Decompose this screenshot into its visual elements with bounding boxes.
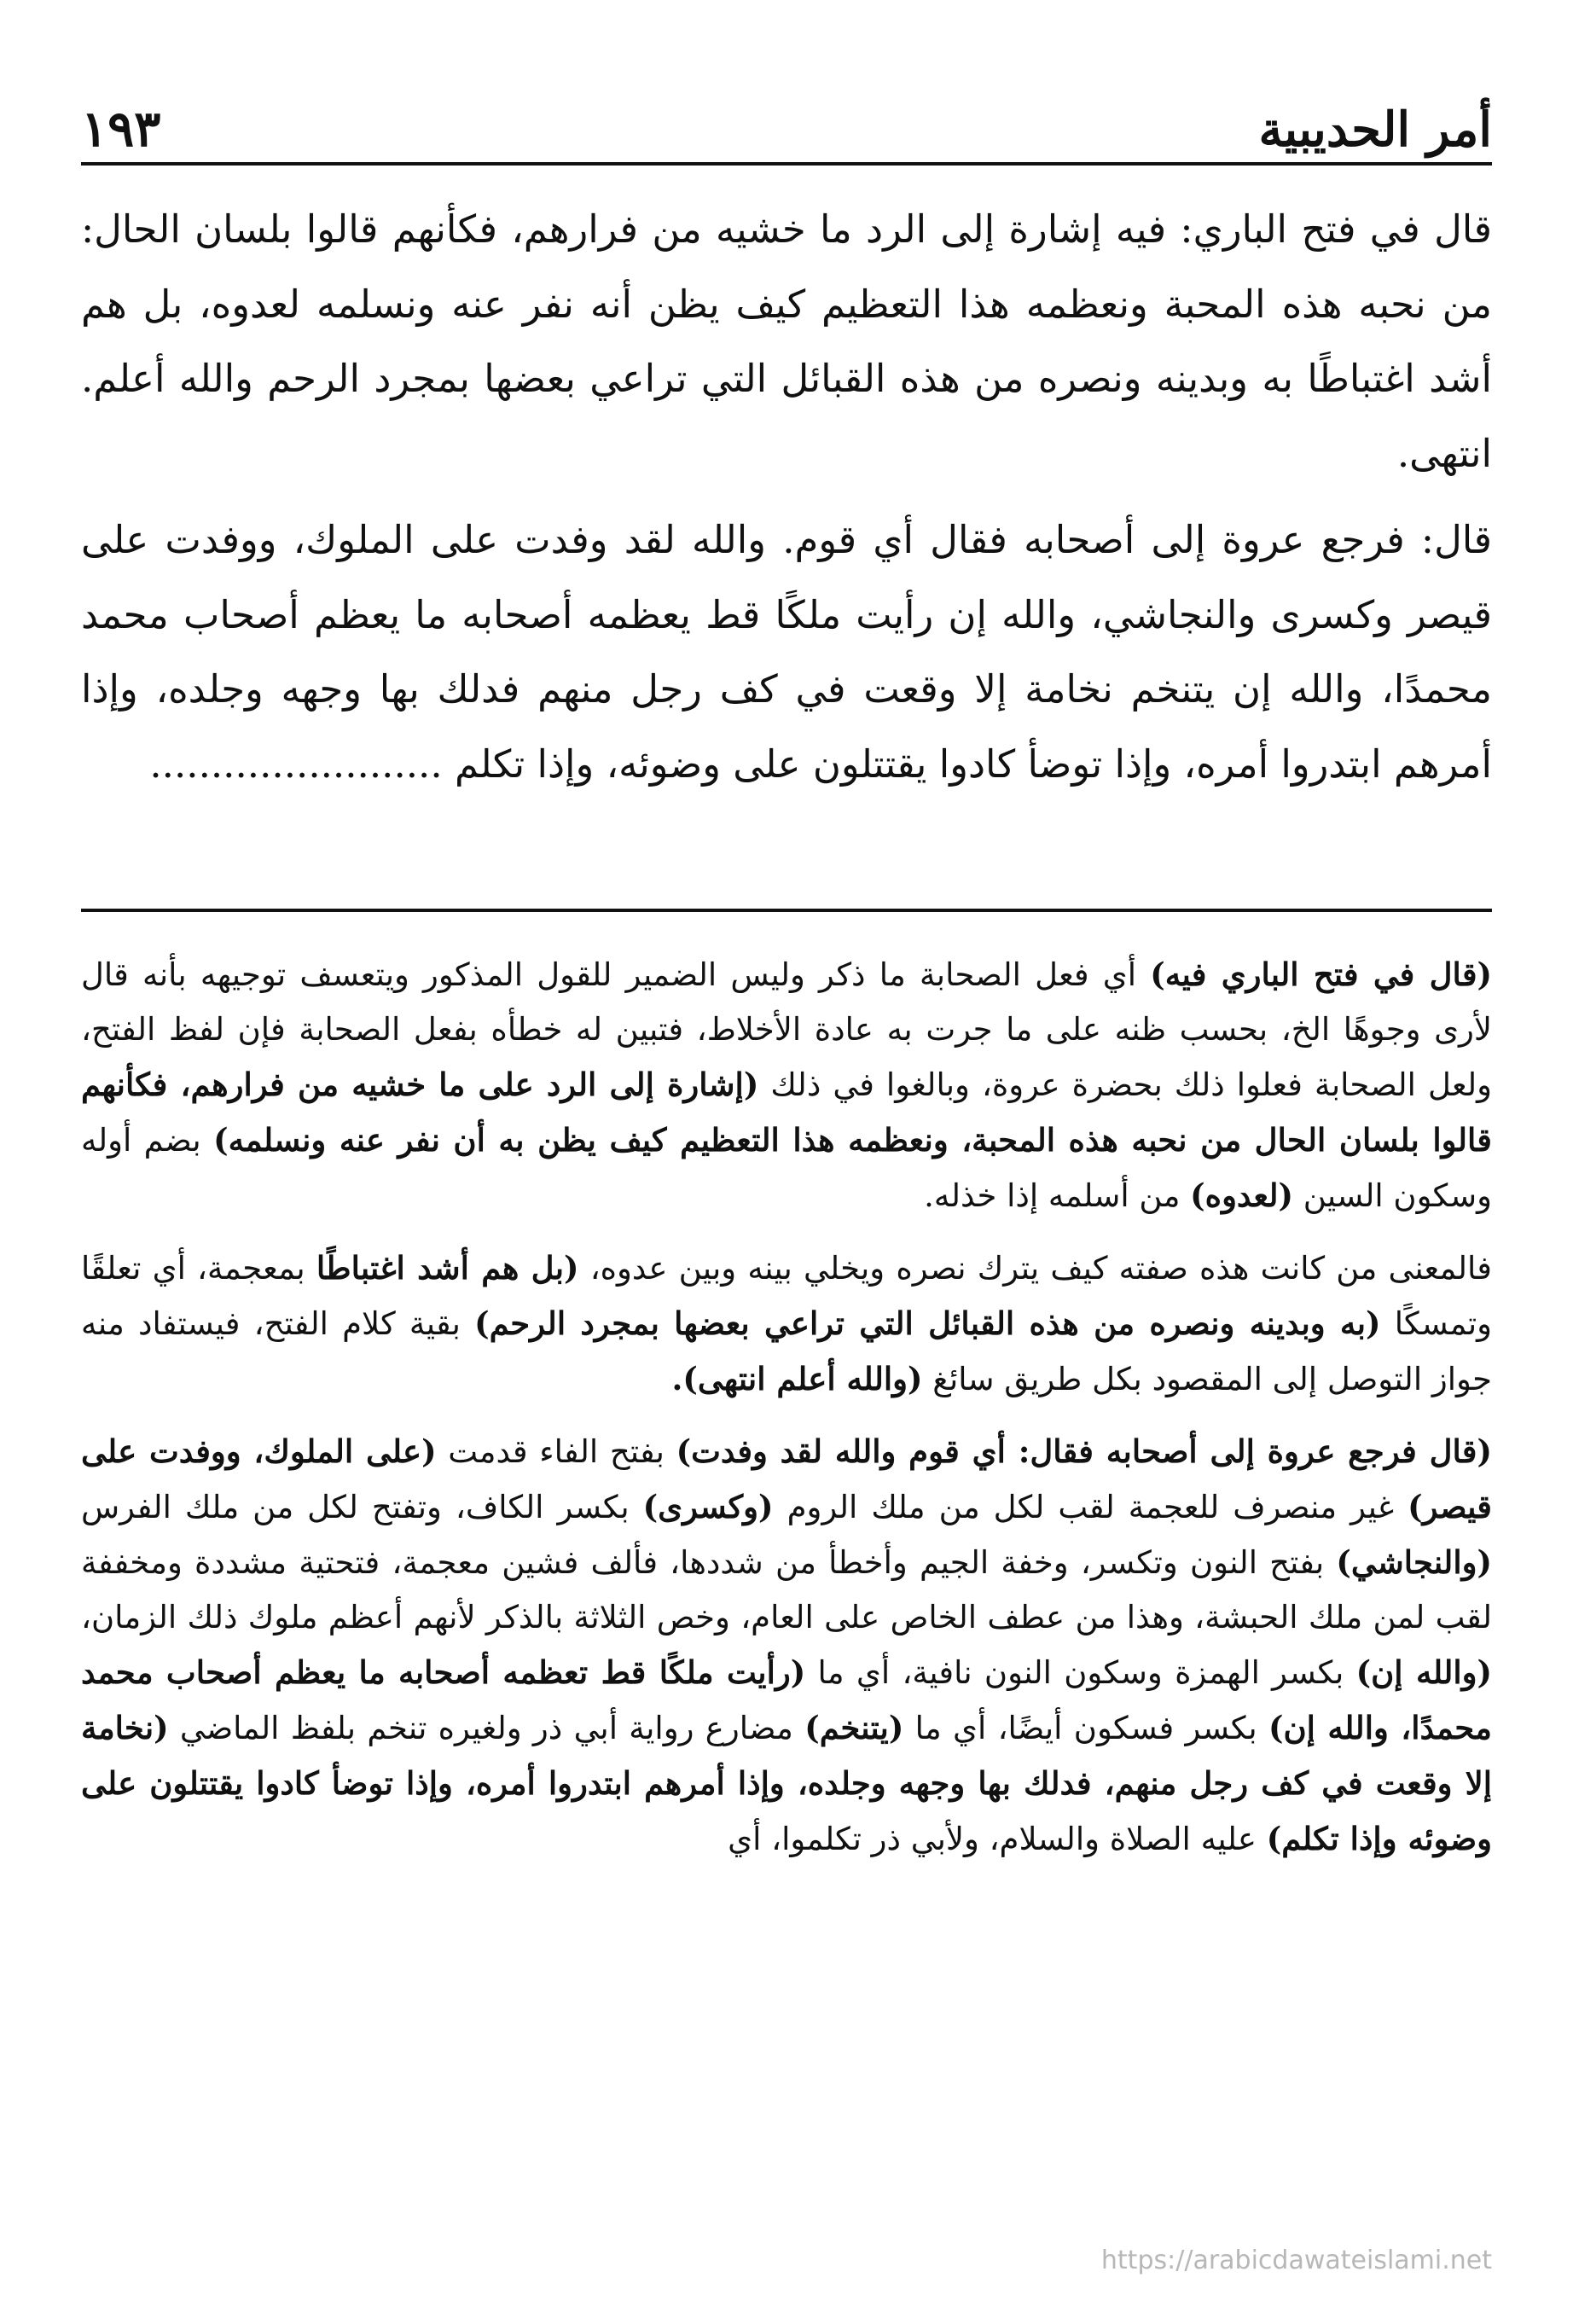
commentary-text-segment: مضارع رواية أبي ذر ولغيره تنخم بلفظ الماضي xyxy=(168,1710,805,1746)
commentary-text-segment: بكسر الكاف، وتفتح لكل من ملك الفرس xyxy=(81,1489,643,1525)
quoted-text-segment: (والله أعلم انتهى). xyxy=(671,1360,923,1397)
quoted-text-segment: (وكسرى) xyxy=(642,1488,774,1525)
main-text-paragraph-2-body: قال: فرجع عروة إلى أصحابه فقال أي قوم. والله لقد وفدت على الملوك، ووفدت على قيصر وكسرى والنجاشي، والله إن رأيت ملكًا قط يعظمه أصحابه ما يعظم أصحاب محمد محمدًا، والله إن يتنخم نخامة إلا وقعت في كف رجل منهم فدلك بها وجهه وجلده، وإذا أمرهم ابتدروا أمره، وإذا توضأ كادوا يقتتلون على وضوئه، وإذا تكلم xyxy=(81,517,1492,787)
header-rule xyxy=(81,162,1492,166)
commentary-text-segment: فالمعنى من كانت هذه صفته كيف يترك نصره ويخلي بينه وبين عدوه، xyxy=(578,1250,1492,1287)
commentary-text-segment: بمعجمة، أي تعلقًا وتمسكًا xyxy=(81,1250,1493,1342)
quoted-text-segment: (قال في فتح الباري فيه) xyxy=(1150,956,1493,993)
quoted-text-segment: (قال فرجع عروة إلى أصحابه فقال: أي قوم والله لقد وفدت) xyxy=(676,1432,1492,1470)
commentary-text-segment: غير منصرف للعجمة لقب لكل من ملك الروم xyxy=(773,1489,1408,1525)
commentary-text-segment: أي فعل الصحابة ما ذكر وليس الضمير للقول المذكور ويتعسف توجيهه بأنه قال لأرى وجوهًا الخ، بحسب ظنه على ما جرت به عادة الأخلاط، فتبين له خطأه بفعل الصحابة فإن لفظ الفتح، ولعل الصحابة فعلوا ذلك بحضرة عروة، وبالغوا في ذلك xyxy=(81,956,1492,1103)
quoted-text-segment: (رأيت ملكًا قط تعظمه أصحابه ما يعظم أصحاب محمد محمدًا، والله إن) xyxy=(81,1653,1493,1746)
commentary-paragraph-1 xyxy=(81,947,1492,1223)
commentary-text-segment: عليه الصلاة والسلام، ولأبي ذر تكلموا، أي xyxy=(728,1821,1267,1857)
main-text-paragraph-1: قال في فتح الباري: فيه إشارة إلى الرد ما خشيه من فرارهم، فكأنهم قالوا بلسان الحال: من نحبه هذه المحبة ونعظمه هذا التعظيم كيف يظن أنه نفر عنه ونسلمه لعدوه، بل هم أشد اغتباطًا به وبدينه ونصره من هذه القبائل التي تراعي بعضها بمجرد الرحم والله أعلم. انتهى. xyxy=(81,206,1492,476)
main-text xyxy=(81,192,1492,813)
quoted-text-segment: (والنجاشي) xyxy=(1336,1543,1492,1581)
page-header xyxy=(81,60,1492,158)
commentary-text-segment: بضم أوله وسكون السين xyxy=(81,1122,1492,1214)
quoted-text-segment: (إشارة إلى الرد على ما خشيه من فرارهم، فكأنهم قالوا بلسان الحال من نحبه هذه المحبة، ونعظمه هذا التعظيم كيف يظن به أن نفر عنه ونسلمه) xyxy=(81,1066,1492,1159)
page-number: ١٩٣ xyxy=(81,100,161,158)
continuation-dots: ........................ xyxy=(149,741,443,787)
commentary-paragraph-3 xyxy=(81,1424,1492,1867)
commentary-text xyxy=(81,947,1492,1884)
quoted-text-segment: (يتنخم) xyxy=(804,1709,904,1746)
commentary-text-segment: من أسلمه إذا خذله. xyxy=(924,1177,1191,1214)
main-text-paragraph-2 xyxy=(81,503,1492,801)
quoted-text-segment: (والله إن) xyxy=(1355,1653,1493,1691)
watermark-url: https://arabicdawateislami.net xyxy=(1100,2246,1492,2275)
quoted-text-segment: (بل هم أشد اغتباطًا xyxy=(316,1249,579,1287)
running-title: أمر الحديبية xyxy=(1258,102,1492,158)
commentary-text-segment: بفتح النون وتكسر، وخفة الجيم وأخطأ من شددها، فألف فشين معجمة، فتحتية مشددة ومخففة لقب لمن ملك الحبشة، وهذا من عطف الخاص على العام، وخص الثلاثة بالذكر لأنهم أعظم ملوك ذلك الزمان، xyxy=(81,1544,1492,1636)
quoted-text-segment: (نخامة إلا وقعت في كف رجل منهم، فدلك بها وجهه وجلده، وإذا أمرهم ابتدروا أمره، وإذا توضأ كادوا يقتتلون على وضوئه وإذا تكلم) xyxy=(81,1709,1492,1857)
commentary-text-segment: بفتح الفاء قدمت xyxy=(436,1433,676,1470)
commentary-rule xyxy=(81,909,1492,912)
commentary-paragraph-2 xyxy=(81,1240,1492,1407)
quoted-text-segment: (به وبدينه ونصره من هذه القبائل التي تراعي بعضها بمجرد الرحم) xyxy=(474,1304,1381,1342)
commentary-text-segment: بكسر فسكون أيضًا، أي ما xyxy=(903,1710,1268,1746)
commentary-text-segment: بقية كلام الفتح، فيستفاد منه جواز التوصل إلى المقصود بكل طريق سائغ xyxy=(81,1305,1492,1397)
quoted-text-segment: (على الملوك، ووفدت على قيصر) xyxy=(81,1432,1492,1525)
commentary-text-segment: بكسر الهمزة وسكون النون نافية، أي ما xyxy=(805,1654,1356,1691)
quoted-text-segment: (لعدوه) xyxy=(1190,1177,1293,1214)
